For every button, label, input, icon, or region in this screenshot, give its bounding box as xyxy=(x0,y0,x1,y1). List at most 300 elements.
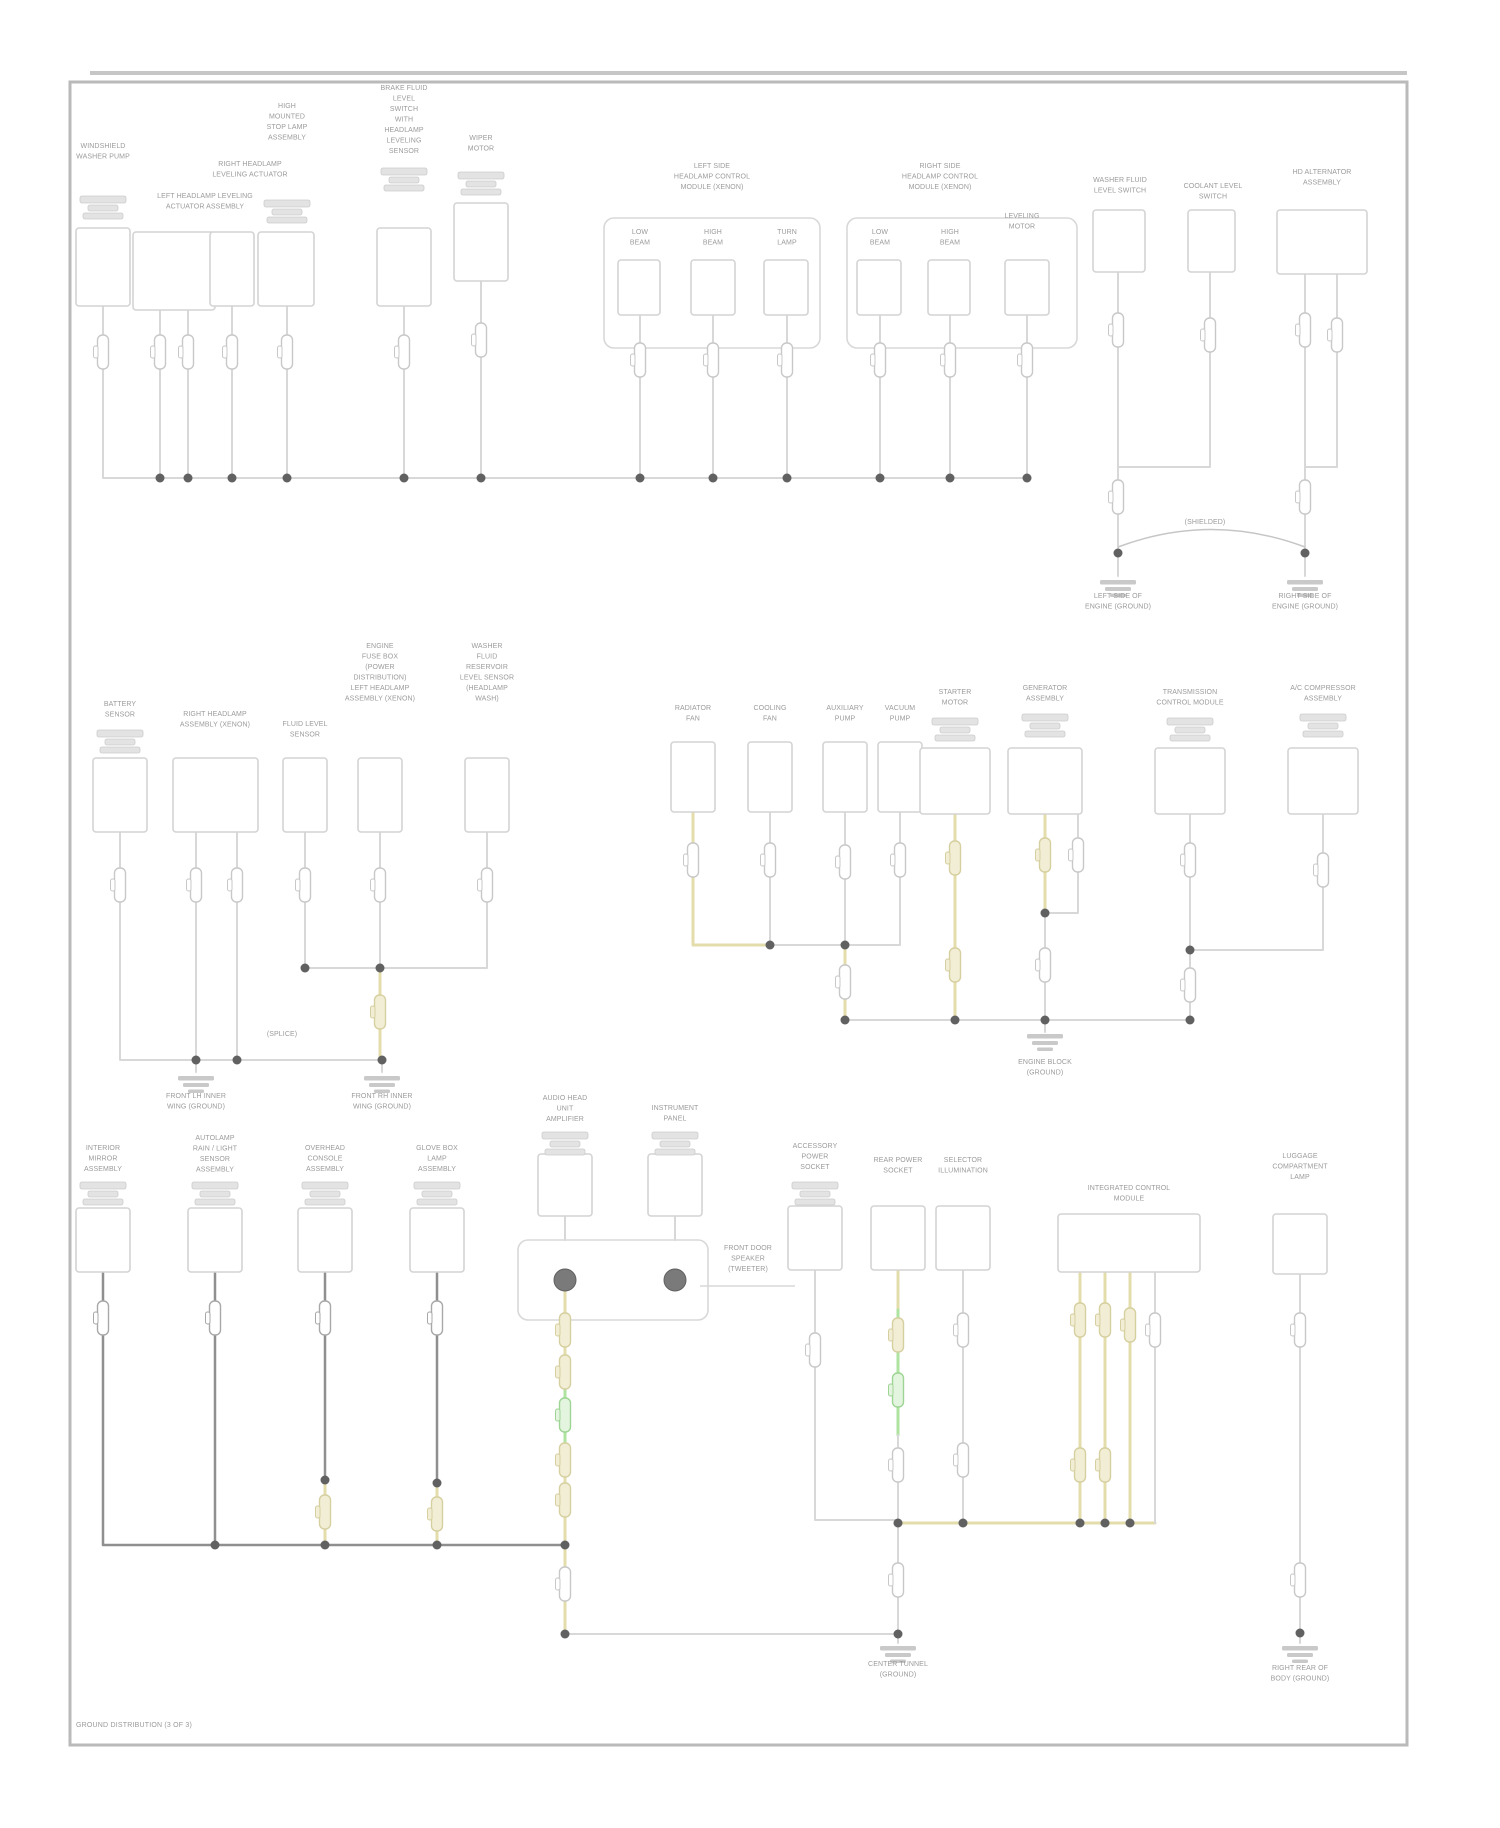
connector-cap xyxy=(1175,727,1205,733)
component-label: RIGHT REAR OF BODY (GROUND) xyxy=(1270,1665,1330,1683)
inline-connector-icon xyxy=(1332,318,1343,352)
connector-cap xyxy=(384,185,424,191)
connector-cap xyxy=(195,1199,235,1205)
component-label: RIGHT HEADLAMP LEVELING ACTUATOR xyxy=(212,161,288,179)
inline-connector-icon xyxy=(191,868,202,902)
component-label: REAR POWER SOCKET xyxy=(873,1157,923,1175)
connector-cap xyxy=(652,1132,698,1139)
junction-dot xyxy=(959,1519,968,1528)
inline-connector-icon xyxy=(375,995,386,1029)
inline-connector-icon xyxy=(560,1483,571,1517)
inline-connector-icon xyxy=(893,1373,904,1407)
inline-connector-tab-icon xyxy=(1328,329,1333,341)
junction-dot xyxy=(894,1630,903,1639)
connector-box xyxy=(1277,210,1367,274)
inline-connector-tab-icon xyxy=(1036,959,1041,971)
component-label: LOW BEAM xyxy=(869,229,891,247)
component-label: (SPLICE) xyxy=(266,1031,298,1038)
component-label: INTEGRATED CONTROL MODULE xyxy=(1087,1185,1171,1203)
inline-connector-tab-icon xyxy=(889,1574,894,1586)
inline-connector-tab-icon xyxy=(1291,1574,1296,1586)
connector-box xyxy=(1273,1214,1327,1274)
inline-connector-tab-icon xyxy=(806,1344,811,1356)
inline-connector-icon xyxy=(1300,480,1311,514)
component-label: LUGGAGE COMPARTMENT LAMP xyxy=(1272,1153,1328,1181)
connector-cap xyxy=(932,718,978,725)
ground-symbol-icon xyxy=(364,1076,400,1081)
inline-connector-tab-icon xyxy=(1201,329,1206,341)
component-label: BRAKE FLUID LEVEL SWITCH WITH HEADLAMP LEVELING SENSOR xyxy=(380,85,428,155)
component-label: COOLING FAN xyxy=(753,705,787,723)
inline-connector-icon xyxy=(945,343,956,377)
connector-box xyxy=(538,1154,592,1216)
inline-connector-icon xyxy=(1073,838,1084,872)
junction-dot xyxy=(233,1056,242,1065)
inline-connector-tab-icon xyxy=(631,354,636,366)
junction-dot xyxy=(433,1479,442,1488)
inline-connector-tab-icon xyxy=(1109,324,1114,336)
junction-dot xyxy=(1126,1519,1135,1528)
inline-connector-tab-icon xyxy=(1109,491,1114,503)
connector-box xyxy=(928,260,970,315)
connector-box xyxy=(454,203,508,281)
component-label: LEFT HEADLAMP LEVELING ACTUATOR ASSEMBLY xyxy=(157,193,253,211)
connector-cap xyxy=(422,1191,452,1197)
connector-cap xyxy=(88,1191,118,1197)
inline-connector-tab-icon xyxy=(556,1454,561,1466)
connector-box xyxy=(748,742,792,812)
inline-connector-icon xyxy=(688,843,699,877)
inline-connector-tab-icon xyxy=(1018,354,1023,366)
junction-dot xyxy=(841,1016,850,1025)
inline-connector-tab-icon xyxy=(151,346,156,358)
connector-box xyxy=(1058,1214,1200,1272)
junction-dot xyxy=(400,474,409,483)
inline-connector-tab-icon xyxy=(316,1312,321,1324)
component-label: ACCESSORY POWER SOCKET xyxy=(792,1143,838,1171)
junction-dot xyxy=(1114,549,1123,558)
junction-dot xyxy=(766,941,775,950)
inline-connector-icon xyxy=(1318,853,1329,887)
inline-connector-icon xyxy=(320,1495,331,1529)
inline-connector-icon xyxy=(1100,1448,1111,1482)
inline-connector-icon xyxy=(210,1301,221,1335)
component-label: WINDSHIELD WASHER PUMP xyxy=(76,143,130,161)
component-label: FRONT RH INNER WING (GROUND) xyxy=(351,1093,413,1111)
inline-connector-icon xyxy=(300,868,311,902)
inline-connector-icon xyxy=(482,868,493,902)
component-label: HIGH BEAM xyxy=(702,229,724,247)
connector-cap xyxy=(458,172,504,179)
connector-box xyxy=(1005,260,1049,315)
connector-cap xyxy=(389,177,419,183)
component-label: WIPER MOTOR xyxy=(467,135,495,153)
inline-connector-tab-icon xyxy=(684,854,689,866)
wire xyxy=(1118,272,1210,467)
junction-dot xyxy=(783,474,792,483)
connector-cap xyxy=(200,1191,230,1197)
ground-symbol-icon xyxy=(1287,580,1323,585)
ground-symbol-icon xyxy=(885,1653,911,1657)
inline-connector-tab-icon xyxy=(1146,1324,1151,1336)
inline-connector-icon xyxy=(1040,838,1051,872)
ground-symbol-icon xyxy=(880,1646,916,1651)
component-label: ENGINE BLOCK (GROUND) xyxy=(1018,1059,1072,1077)
component-label: FRONT LH INNER WING (GROUND) xyxy=(166,1093,226,1111)
speaker-icon xyxy=(664,1269,686,1291)
inline-connector-tab-icon xyxy=(1069,849,1074,861)
junction-dot xyxy=(184,474,193,483)
component-label: VACUUM PUMP xyxy=(884,705,916,723)
junction-dot xyxy=(841,941,850,950)
connector-cap xyxy=(100,747,140,753)
component-label: LEVELING MOTOR xyxy=(1004,213,1040,231)
inline-connector-tab-icon xyxy=(954,1454,959,1466)
component-label: SELECTOR ILLUMINATION xyxy=(938,1157,988,1175)
splice-arc xyxy=(1118,530,1305,548)
ground-symbol-icon xyxy=(1037,1048,1053,1052)
component-label: TRANSMISSION CONTROL MODULE xyxy=(1156,689,1224,707)
inline-connector-icon xyxy=(950,948,961,982)
inline-connector-tab-icon xyxy=(941,354,946,366)
inline-connector-icon xyxy=(1150,1313,1161,1347)
inline-connector-tab-icon xyxy=(187,879,192,891)
inline-connector-tab-icon xyxy=(1036,849,1041,861)
inline-connector-tab-icon xyxy=(1181,979,1186,991)
connector-cap xyxy=(655,1149,695,1155)
inline-connector-icon xyxy=(375,868,386,902)
component-label: COOLANT LEVEL SWITCH xyxy=(1183,183,1243,201)
connector-box xyxy=(823,742,867,812)
connector-cap xyxy=(267,217,307,223)
inline-connector-tab-icon xyxy=(889,1329,894,1341)
component-label: HIGH MOUNTED STOP LAMP ASSEMBLY xyxy=(266,103,308,142)
component-label: GENERATOR ASSEMBLY xyxy=(1022,685,1068,703)
junction-dot xyxy=(1076,1519,1085,1528)
connector-box xyxy=(1288,748,1358,814)
inline-connector-tab-icon xyxy=(94,346,99,358)
connector-cap xyxy=(1030,723,1060,729)
connector-cap xyxy=(83,213,123,219)
inline-connector-icon xyxy=(155,335,166,369)
connector-box xyxy=(878,742,922,812)
connector-cap xyxy=(310,1191,340,1197)
connector-cap xyxy=(935,735,975,741)
component-label: AUDIO HEAD UNIT AMPLIFIER xyxy=(542,1095,588,1123)
component-label: A/C COMPRESSOR ASSEMBLY xyxy=(1290,685,1356,703)
connector-cap xyxy=(417,1199,457,1205)
inline-connector-tab-icon xyxy=(889,1459,894,1471)
inline-connector-tab-icon xyxy=(94,1312,99,1324)
connector-cap xyxy=(192,1182,238,1189)
component-label: WASHER FLUID RESERVOIR LEVEL SENSOR (HEADLAMP WASH) xyxy=(459,643,515,703)
inline-connector-tab-icon xyxy=(556,1494,561,1506)
inline-connector-tab-icon xyxy=(556,1366,561,1378)
connector-box xyxy=(671,742,715,812)
junction-dot xyxy=(433,1541,442,1550)
inline-connector-icon xyxy=(810,1333,821,1367)
inline-connector-tab-icon xyxy=(428,1312,433,1324)
inline-connector-tab-icon xyxy=(1291,1324,1296,1336)
inline-connector-icon xyxy=(893,1448,904,1482)
connector-box xyxy=(358,758,402,832)
connector-cap xyxy=(83,1199,123,1205)
inline-connector-icon xyxy=(432,1497,443,1531)
inline-connector-icon xyxy=(708,343,719,377)
connector-box xyxy=(76,1208,130,1272)
connector-cap xyxy=(302,1182,348,1189)
connector-box xyxy=(298,1208,352,1272)
inline-connector-tab-icon xyxy=(371,1006,376,1018)
connector-box xyxy=(283,758,327,832)
inline-connector-tab-icon xyxy=(478,879,483,891)
inline-connector-icon xyxy=(560,1398,571,1432)
ground-symbol-icon xyxy=(1032,1041,1058,1045)
component-label: RIGHT SIDE HEADLAMP CONTROL MODULE (XENON) xyxy=(901,163,979,191)
connector-box xyxy=(871,1206,925,1270)
connector-box xyxy=(133,232,215,310)
connector-cap xyxy=(792,1182,838,1189)
connector-cap xyxy=(542,1132,588,1139)
ground-symbol-icon xyxy=(183,1083,209,1087)
inline-connector-tab-icon xyxy=(761,854,766,866)
junction-dot xyxy=(321,1476,330,1485)
inline-connector-icon xyxy=(476,323,487,357)
inline-connector-icon xyxy=(98,1301,109,1335)
junction-dot xyxy=(228,474,237,483)
inline-connector-icon xyxy=(1040,948,1051,982)
diagram-footer-label: GROUND DISTRIBUTION (3 OF 3) xyxy=(76,1722,193,1729)
connector-box xyxy=(258,232,314,306)
inline-connector-tab-icon xyxy=(954,1324,959,1336)
inline-connector-tab-icon xyxy=(1071,1314,1076,1326)
connector-cap xyxy=(940,727,970,733)
junction-dot xyxy=(561,1541,570,1550)
speaker-icon xyxy=(554,1269,576,1291)
inline-connector-tab-icon xyxy=(1296,491,1301,503)
junction-dot xyxy=(283,474,292,483)
junction-dot xyxy=(211,1541,220,1550)
junction-dot xyxy=(1296,1629,1305,1638)
connector-cap xyxy=(1300,714,1346,721)
inline-connector-icon xyxy=(950,841,961,875)
connector-cap xyxy=(545,1149,585,1155)
connector-cap xyxy=(381,168,427,175)
component-label: WASHER FLUID LEVEL SWITCH xyxy=(1093,177,1147,195)
connector-box xyxy=(648,1154,702,1216)
connector-cap xyxy=(80,1182,126,1189)
junction-dot xyxy=(561,1630,570,1639)
inline-connector-icon xyxy=(1022,343,1033,377)
inline-connector-icon xyxy=(840,965,851,999)
junction-dot xyxy=(709,474,718,483)
inline-connector-icon xyxy=(840,845,851,879)
inline-connector-tab-icon xyxy=(1181,854,1186,866)
inline-connector-icon xyxy=(432,1301,443,1335)
inline-connector-icon xyxy=(765,843,776,877)
connector-box xyxy=(173,758,258,832)
connector-box xyxy=(465,758,509,832)
component-label: FLUID LEVEL SENSOR xyxy=(282,721,328,739)
component-label: STARTER MOTOR xyxy=(938,689,972,707)
inline-connector-icon xyxy=(227,335,238,369)
connector-cap xyxy=(97,730,143,737)
component-label: LEFT SIDE HEADLAMP CONTROL MODULE (XENON) xyxy=(673,163,751,191)
connector-cap xyxy=(1303,731,1343,737)
inline-connector-icon xyxy=(1300,313,1311,347)
inline-connector-icon xyxy=(1125,1308,1136,1342)
inline-connector-icon xyxy=(895,843,906,877)
junction-dot xyxy=(1186,1016,1195,1025)
inline-connector-icon xyxy=(893,1563,904,1597)
inline-connector-tab-icon xyxy=(223,346,228,358)
connector-box xyxy=(857,260,901,315)
ground-symbol-icon xyxy=(1027,1034,1063,1039)
junction-dot xyxy=(636,474,645,483)
connector-box xyxy=(188,1208,242,1272)
wire xyxy=(305,832,487,968)
inline-connector-icon xyxy=(232,868,243,902)
component-label: FRONT DOOR SPEAKER (TWEETER) xyxy=(724,1245,772,1273)
inline-connector-tab-icon xyxy=(472,334,477,346)
connector-cap xyxy=(272,209,302,215)
component-label: INTERIOR MIRROR ASSEMBLY xyxy=(83,1145,123,1173)
inline-connector-tab-icon xyxy=(316,1506,321,1518)
inline-connector-tab-icon xyxy=(556,1578,561,1590)
wire xyxy=(815,1270,898,1520)
connector-cap xyxy=(264,200,310,207)
junction-dot xyxy=(1041,909,1050,918)
connector-cap xyxy=(80,196,126,203)
connector-cap xyxy=(1025,731,1065,737)
component-label: LEFT SIDE OF ENGINE (GROUND) xyxy=(1084,593,1152,611)
connector-cap xyxy=(466,181,496,187)
inline-connector-icon xyxy=(98,335,109,369)
junction-dot xyxy=(876,474,885,483)
inline-connector-tab-icon xyxy=(871,354,876,366)
inline-connector-tab-icon xyxy=(836,856,841,868)
inline-connector-tab-icon xyxy=(704,354,709,366)
inline-connector-icon xyxy=(635,343,646,377)
connector-box xyxy=(1093,210,1145,272)
inline-connector-tab-icon xyxy=(395,346,400,358)
inline-connector-tab-icon xyxy=(1096,1314,1101,1326)
inline-connector-tab-icon xyxy=(206,1312,211,1324)
component-label: BATTERY SENSOR xyxy=(103,701,137,719)
component-label: RIGHT SIDE OF ENGINE (GROUND) xyxy=(1271,593,1339,611)
connector-box xyxy=(764,260,808,315)
wire xyxy=(103,1272,565,1545)
junction-dot xyxy=(1023,474,1032,483)
junction-dot xyxy=(1101,1519,1110,1528)
inline-connector-icon xyxy=(875,343,886,377)
inline-connector-icon xyxy=(893,1318,904,1352)
inline-connector-icon xyxy=(1295,1313,1306,1347)
inline-connector-tab-icon xyxy=(1096,1459,1101,1471)
inline-connector-tab-icon xyxy=(946,959,951,971)
inline-connector-tab-icon xyxy=(836,976,841,988)
connector-box xyxy=(788,1206,842,1270)
ground-symbol-icon xyxy=(1287,1653,1313,1657)
connector-box xyxy=(618,260,660,315)
junction-dot xyxy=(946,474,955,483)
junction-dot xyxy=(192,1056,201,1065)
connector-cap xyxy=(1308,723,1338,729)
inline-connector-icon xyxy=(958,1443,969,1477)
ground-symbol-icon xyxy=(1105,587,1131,591)
inline-connector-tab-icon xyxy=(371,879,376,891)
inline-connector-icon xyxy=(1205,318,1216,352)
inline-connector-tab-icon xyxy=(428,1508,433,1520)
inline-connector-icon xyxy=(183,335,194,369)
inline-connector-tab-icon xyxy=(228,879,233,891)
inline-connector-icon xyxy=(782,343,793,377)
inline-connector-tab-icon xyxy=(946,852,951,864)
connector-box xyxy=(1008,748,1082,814)
connector-box xyxy=(691,260,735,315)
component-label: HD ALTERNATOR ASSEMBLY xyxy=(1292,169,1352,187)
wire xyxy=(1305,274,1337,467)
inline-connector-icon xyxy=(560,1355,571,1389)
inline-connector-icon xyxy=(1113,313,1124,347)
connector-cap xyxy=(795,1199,835,1205)
inline-connector-tab-icon xyxy=(1296,324,1301,336)
connector-cap xyxy=(305,1199,345,1205)
inline-connector-icon xyxy=(1185,968,1196,1002)
inline-connector-tab-icon xyxy=(1071,1459,1076,1471)
inline-connector-icon xyxy=(282,335,293,369)
inline-connector-icon xyxy=(1113,480,1124,514)
component-label: LOW BEAM xyxy=(629,229,651,247)
junction-dot xyxy=(1186,946,1195,955)
connector-box xyxy=(377,228,431,306)
junction-dot xyxy=(951,1016,960,1025)
ground-symbol-icon xyxy=(1292,587,1318,591)
inline-connector-tab-icon xyxy=(889,1384,894,1396)
component-label: OVERHEAD CONSOLE ASSEMBLY xyxy=(304,1145,346,1173)
inline-connector-tab-icon xyxy=(1314,864,1319,876)
connector-cap xyxy=(105,739,135,745)
connector-cap xyxy=(414,1182,460,1189)
inline-connector-icon xyxy=(560,1313,571,1347)
connector-box xyxy=(410,1208,464,1272)
connector-box xyxy=(210,232,254,306)
connector-cap xyxy=(1022,714,1068,721)
inline-connector-icon xyxy=(399,335,410,369)
component-label: GLOVE BOX LAMP ASSEMBLY xyxy=(416,1145,458,1173)
component-label: AUXILIARY PUMP xyxy=(826,705,864,723)
ground-symbol-icon xyxy=(178,1076,214,1081)
junction-dot xyxy=(477,474,486,483)
component-label: ENGINE FUSE BOX (POWER DISTRIBUTION) LEFT HEADLAMP ASSEMBLY (XENON) xyxy=(344,643,416,703)
connector-cap xyxy=(461,189,501,195)
connector-cap xyxy=(1170,735,1210,741)
inline-connector-icon xyxy=(958,1313,969,1347)
connector-box xyxy=(93,758,147,832)
component-label: AUTOLAMP RAIN / LIGHT SENSOR ASSEMBLY xyxy=(192,1135,238,1174)
inline-connector-tab-icon xyxy=(278,346,283,358)
inline-connector-icon xyxy=(320,1301,331,1335)
wire xyxy=(103,306,1027,478)
junction-dot xyxy=(301,964,310,973)
ground-symbol-icon xyxy=(1282,1646,1318,1651)
connector-cap xyxy=(660,1141,690,1147)
connector-cap xyxy=(1167,718,1213,725)
connector-box xyxy=(920,748,990,814)
ground-symbol-icon xyxy=(1292,1660,1308,1664)
connector-cap xyxy=(550,1141,580,1147)
junction-dot xyxy=(1041,1016,1050,1025)
